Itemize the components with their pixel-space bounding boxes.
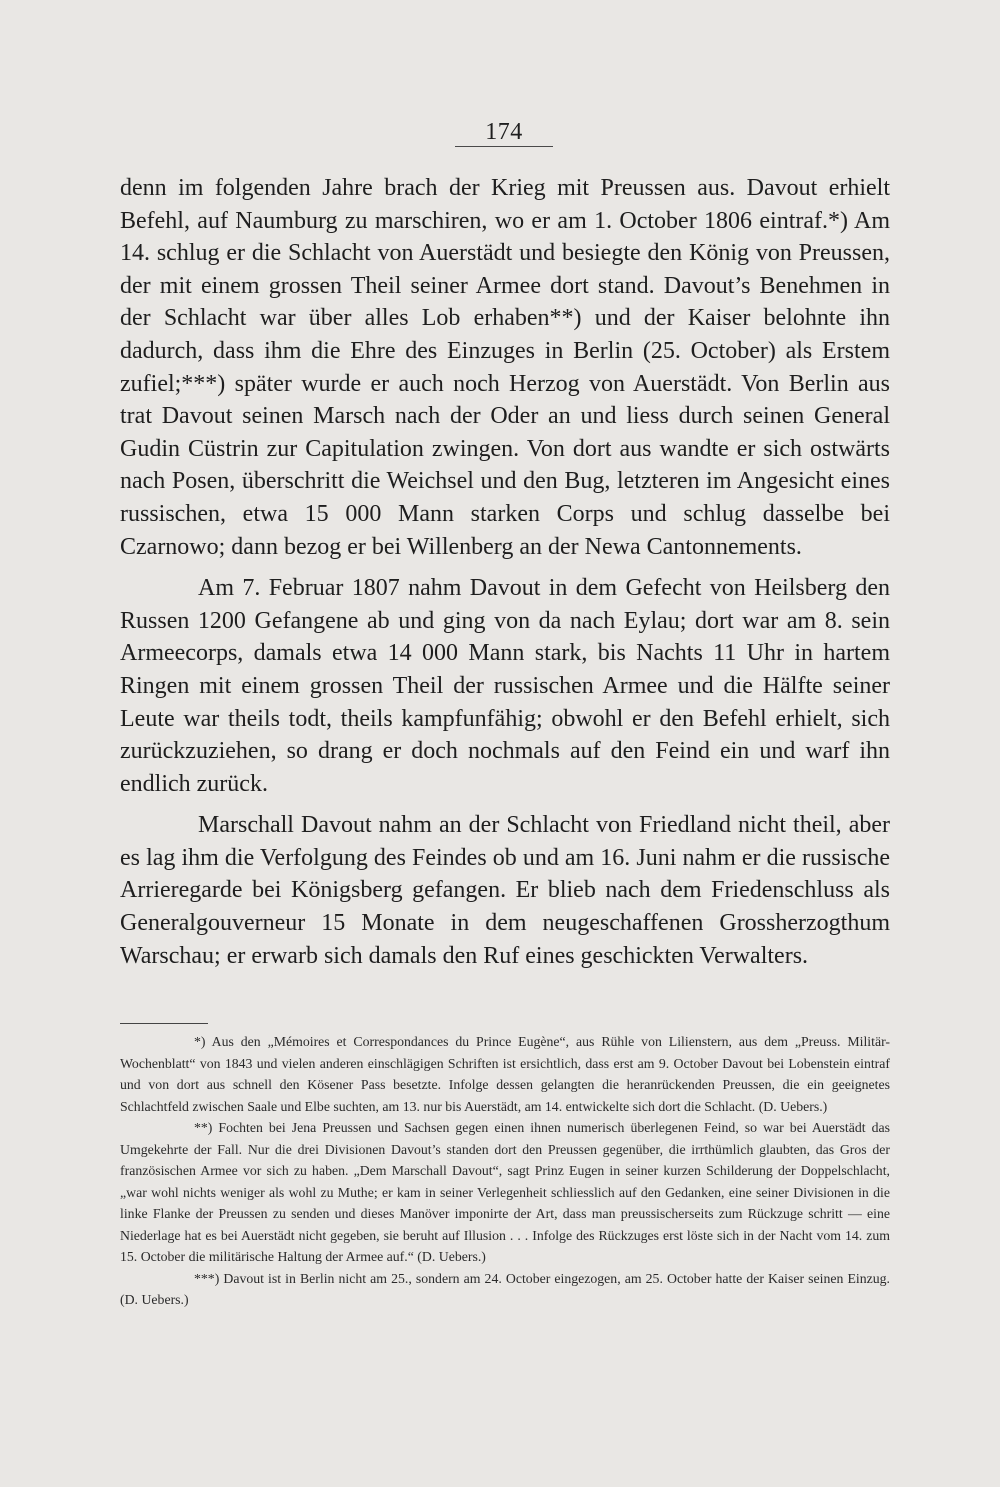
main-text — [120, 172, 890, 981]
footnote-separator — [120, 1023, 208, 1024]
footnotes — [120, 1031, 890, 1311]
page-header — [455, 120, 553, 147]
paragraph-2: Am 7. Februar 1807 nahm Davout in dem Gefecht von Heilsberg den Russen 1200 Gefangene ab und ging von da nach Eylau; dort war am 8. sein Armeecorps, damals etwa 14 000 Mann stark, bis Nachts 11 Uhr in hartem Ringen mit einem grossen Theil der russischen Armee und die Hälfte seiner Leute war theils todt, theils kampfunfähig; obwohl er den Befehl erhielt, sich zurückzuziehen, so drang er doch nochmals auf den Feind ein und warf ihn endlich zurück. — [120, 575, 890, 797]
footnote-3: ***) Davout ist in Berlin nicht am 25., sondern am 24. October eingezogen, am 25. October hatte der Kaiser seinen Einzug. (D. Uebers.) — [120, 1270, 890, 1307]
footnote-1: *) Aus den „Mémoires et Correspondances du Prince Eugène“, aus Rühle von Lilienstern, aus dem „Preuss. Militär-Wochenblatt“ von 1843 und vielen anderen einschlägigen Schriften ist ersichtlich, dass erst am 9. October Davout bei Lobenstein eintraf und von dort aus schnell den Kösener Pass besetzte. Infolge dessen gelangten die heranrückenden Preussen, die ein geeignetes Schlachtfeld zwischen Saale und Elbe suchten, am 13. nur bis Auerstädt, am 14. entwickelte sich dort die Schlacht. (D. Uebers.) — [120, 1034, 890, 1114]
paragraph-3: Marschall Davout nahm an der Schlacht von Friedland nicht theil, aber es lag ihm die Verfolgung des Feindes ob und am 16. Juni nahm er die russische Arrieregarde bei Königsberg gefangen. Er blieb nach dem Friedenschluss als Generalgouverneur 15 Monate in dem neugeschaffenen Grossherzogthum Warschau; er erwarb sich damals den Ruf eines geschickten Verwalters. — [120, 812, 890, 969]
header-rule — [455, 146, 553, 147]
footnote-2: **) Fochten bei Jena Preussen und Sachsen gegen einen ihnen numerisch überlegenen Feind, so war bei Auerstädt das Umgekehrte der Fall. Nur die drei Divisionen Davout’s standen dort den Preussen gegenüber, die irrthümlich glaubten, das Gros der französischen Armee vor sich zu haben. „Dem Marschall Davout“, sagt Prinz Eugen in seiner kurzen Schilderung der Doppelschlacht, „war wohl nichts weniger als wohl zu Muthe; er kam in seiner Verlegenheit schliesslich auf den Gedanken, eine seiner Divisionen in die linke Flanke der Preussen zu senden und dieses Manöver imponirte der Art, dass man preussischerseits zum Rückzuge schritt — eine Niederlage hat es bei Auerstädt nicht gegeben, sie beruht auf Illusion . . . Infolge des Rückzuges erst löste sich in der Nacht vom 14. zum 15. October die militärische Haltung der Armee auf.“ (D. Uebers.) — [120, 1120, 890, 1264]
page-number: 174 — [485, 119, 523, 145]
paragraph-1: denn im folgenden Jahre brach der Krieg mit Preussen aus. Davout erhielt Befehl, auf Naumburg zu marschiren, wo er am 1. October 1806 eintraf.*) Am 14. schlug er die Schlacht von Auerstädt und besiegte den König von Preussen, der mit einem grossen Theil seiner Armee dort stand. Davout’s Benehmen in der Schlacht war über alles Lob erhaben**) und der Kaiser belohnte ihn dadurch, dass ihm die Ehre des Einzuges in Berlin (25. October) als Erstem zufiel;***) später wurde er auch noch Herzog von Auerstädt. Von Berlin aus trat Davout seinen Marsch nach der Oder an und liess durch seinen General Gudin Cüstrin zur Capitulation zwingen. Von dort aus wandte er sich ostwärts nach Posen, überschritt die Weichsel und den Bug, letzteren im Angesicht eines russischen, etwa 15 000 Mann starken Corps und schlug dasselbe bei Czarnowo; dann bezog er bei Willenberg an der Newa Cantonnements. — [120, 175, 890, 560]
